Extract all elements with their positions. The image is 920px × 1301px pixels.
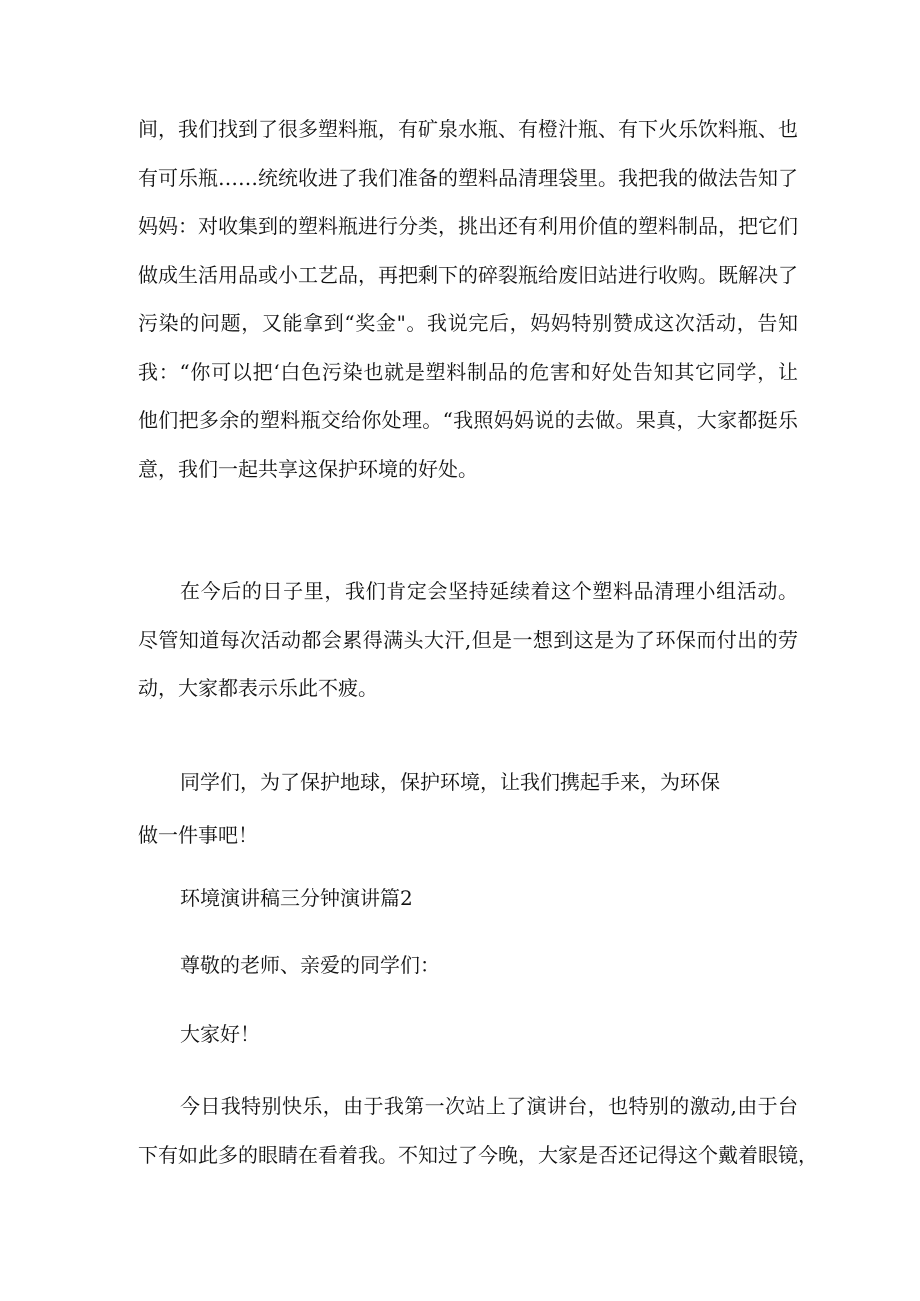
text-line: 在今后的日子里，我们肯定会坚持延续着这个塑料品清理小组活动。 [180, 579, 798, 603]
text-line: 妈妈：对收集到的塑料瓶进行分类，挑出还有利用价值的塑料制品，把它们 [138, 214, 798, 238]
text-line: 他们把多余的塑料瓶交给你处理。“我照妈妈说的去做。果真，大家都挺乐 [138, 408, 798, 432]
text-line: 污染的问题，又能拿到“奖金"。我说完后，妈妈特别赞成这次活动，告知 [138, 311, 798, 335]
text-line: 有可乐瓶……统统收进了我们准备的塑料品清理袋里。我把我的做法告知了 [138, 165, 798, 190]
paragraph-first-speech [138, 1082, 818, 1179]
text-line: 间，我们找到了很多塑料瓶，有矿泉水瓶、有橙汁瓶、有下火乐饮料瓶、也 [138, 117, 798, 141]
text-line: 我：“你可以把‘白色污染也就是塑料制品的危害和好处告知其它同学，让 [138, 359, 798, 384]
text-line: 下有如此多的眼睛在看着我。不知过了今晚，大家是否还记得这个戴着眼镜， [138, 1142, 818, 1167]
paragraph-call-to-action-line-1: 同学们，为了保护地球，保护环境，让我们携起手来，为环保 [180, 770, 720, 794]
text-line: 尽管知道每次活动都会累得满头大汗,但是一想到这是为了环保而付出的劳 [138, 627, 798, 652]
paragraph-call-to-action-line-2: 做一件事吧！ [138, 823, 258, 847]
text-line: 动，大家都表示乐此不疲。 [138, 676, 378, 700]
paragraph-plastic-bottles [138, 105, 798, 493]
paragraph-future-activities [138, 567, 798, 713]
text-line: 意，我们一起共享这保护环境的好处。 [138, 456, 478, 481]
text-line: 做成生活用品或小工艺品，再把剩下的碎裂瓶给废旧站进行收购。既解决了 [138, 262, 798, 287]
greeting: 大家好！ [180, 1022, 260, 1046]
section-heading: 环境演讲稿三分钟演讲篇2 [180, 886, 413, 910]
text-line: 今日我特别快乐，由于我第一次站上了演讲台，也特别的激动,由于台 [180, 1094, 798, 1118]
salutation: 尊敬的老师、亲爱的同学们： [180, 953, 440, 977]
